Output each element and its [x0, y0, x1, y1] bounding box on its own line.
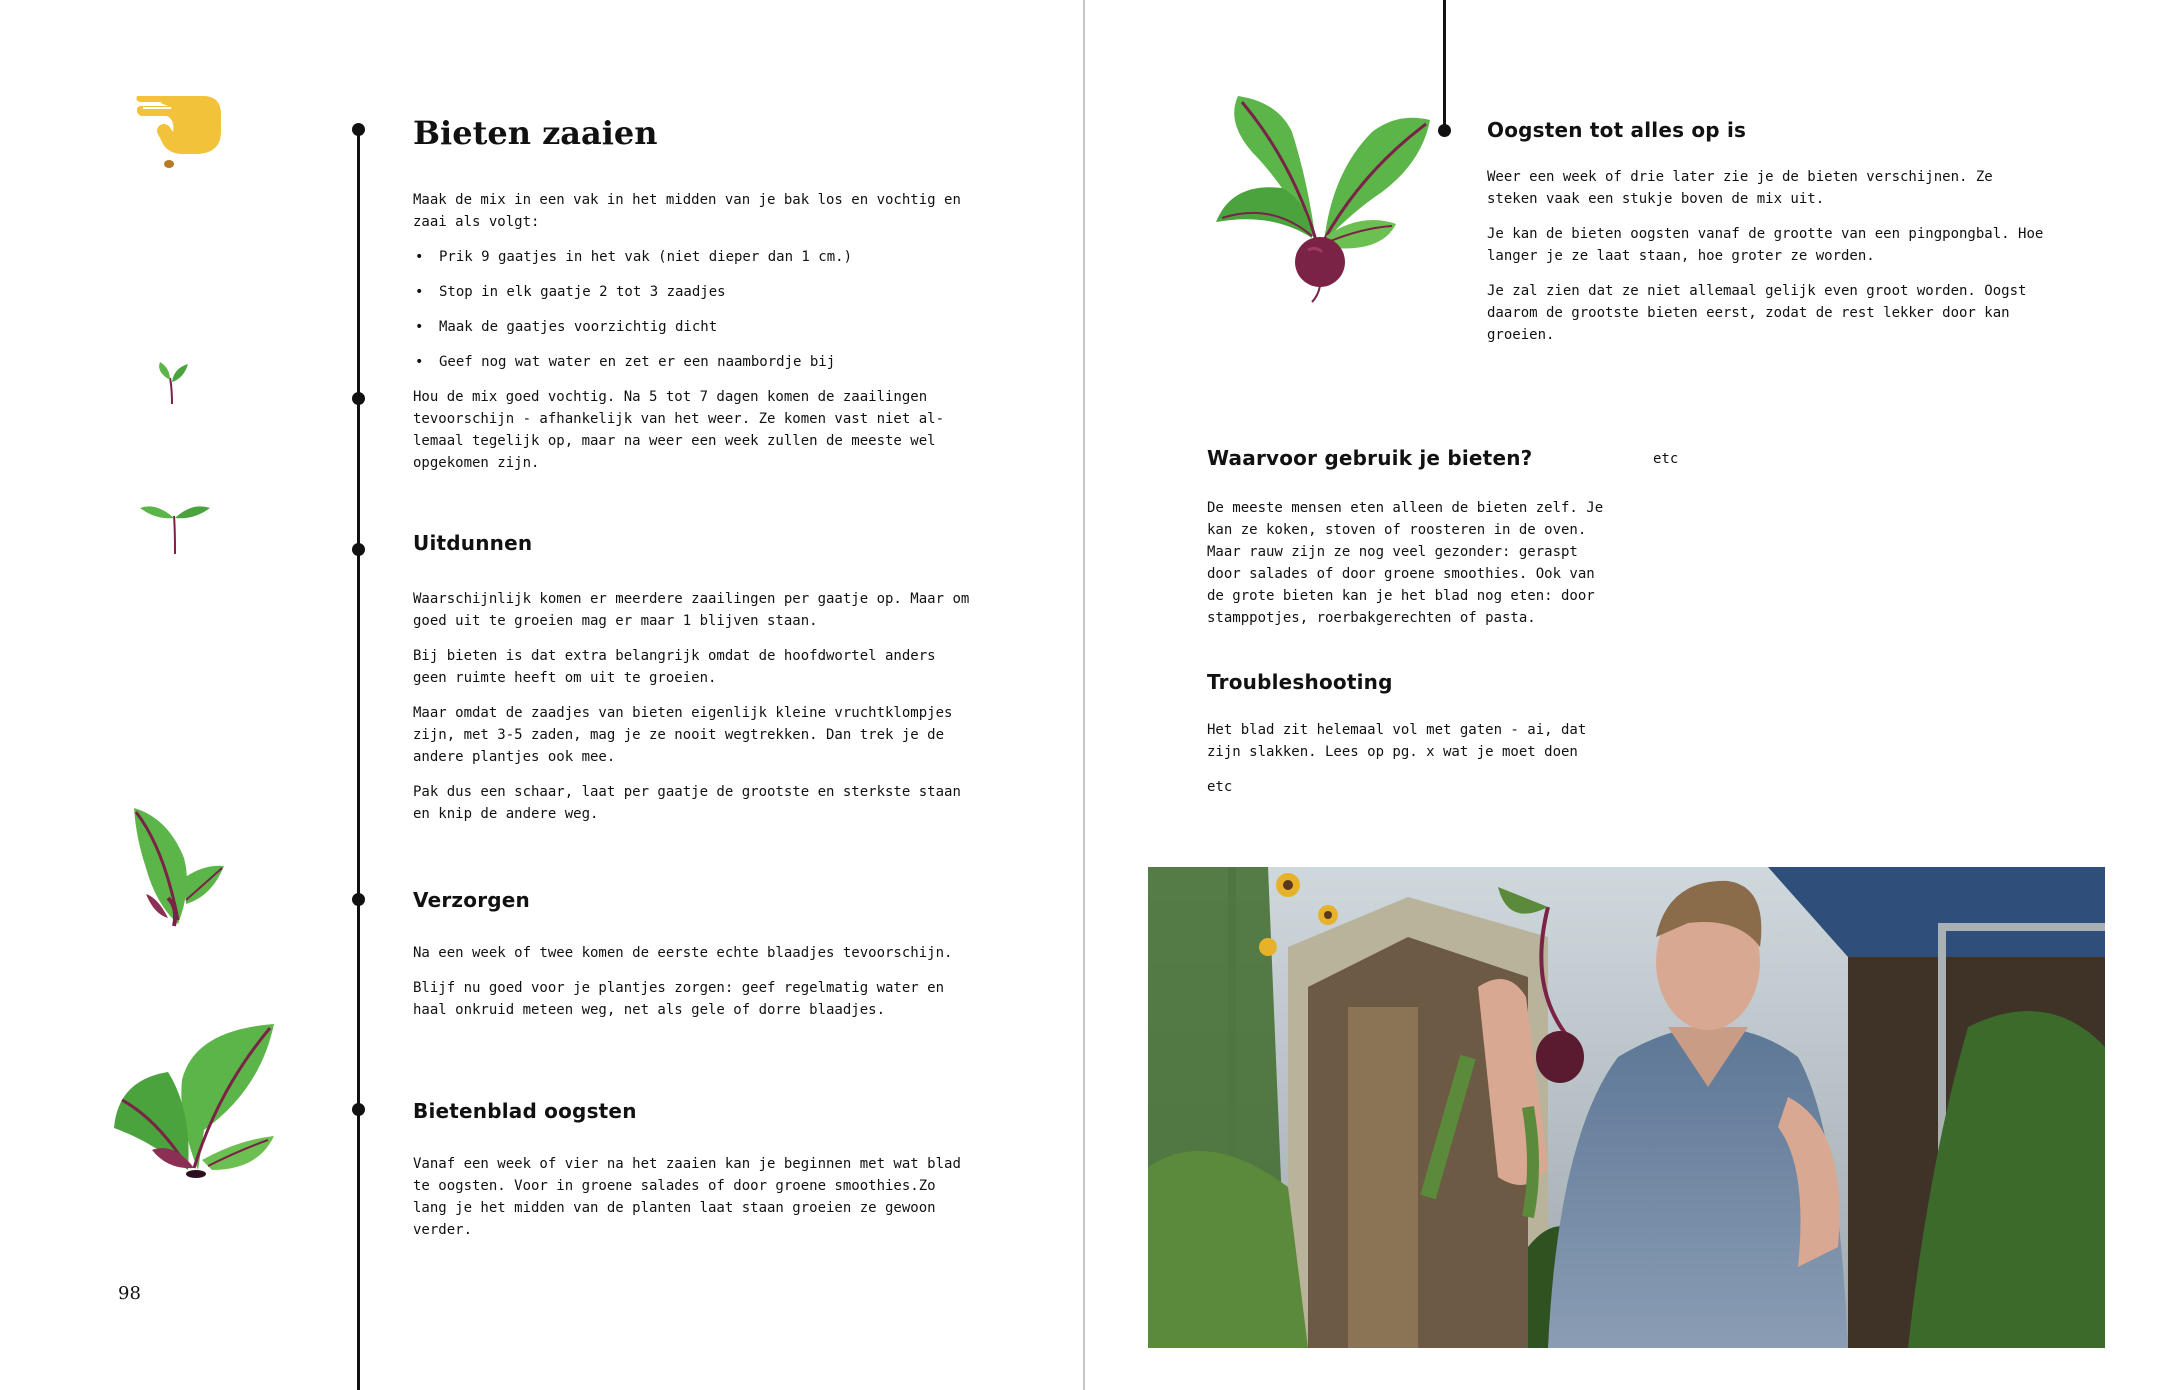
section-body-oogsten: [1487, 166, 2047, 359]
young-beet-plant-icon: [128, 808, 228, 932]
paragraph: Na een week of twee komen de eerste echte blaadjes tevoorschijn.: [413, 945, 953, 961]
paragraph: Waarschijnlijk komen er meerdere zaailingen per gaatje op. Maar om goed uit te groeien mag er maar 1 blijven staan.: [413, 591, 970, 629]
timeline-dot: [1438, 124, 1451, 137]
section-heading-troubleshooting: Troubleshooting: [1207, 670, 1393, 694]
paragraph: Weer een week of drie later zie je de bieten verschijnen. Ze steken vaak een stukje boven de mix uit.: [1487, 169, 1993, 207]
timeline-line: [357, 124, 360, 1390]
paragraph: De meeste mensen eten alleen de bieten zelf. Je kan ze koken, stoven of roosteren in de oven. Maar rauw zijn ze nog veel gezonder: geraspt door salades of door groene smoothies. Ook van de grote bieten kan je het blad nog eten: door stamppotjes, roerbakgerechten of pasta.: [1207, 500, 1604, 626]
paragraph: Je kan de bieten oogsten vanaf de grootte van een pingpongbal. Hoe langer je ze laat staan, hoe groter ze worden.: [1487, 226, 2044, 264]
section-heading-gebruik: Waarvoor gebruik je bieten?: [1207, 446, 1533, 470]
page-number: 98: [118, 1283, 141, 1304]
beet-leaves-icon: [108, 1020, 278, 1180]
paragraph: Je zal zien dat ze niet allemaal gelijk even groot worden. Oogst daarom de grootste bieten eerst, zodat de rest lekker door kan groeien.: [1487, 283, 2027, 343]
photo-illustration: [1148, 867, 2105, 1348]
side-note: etc: [1653, 451, 1679, 467]
timeline-dot: [352, 392, 365, 405]
intro-block: [413, 189, 973, 487]
section-body-verzorgen: [413, 942, 973, 1034]
timeline-line-right: [1443, 0, 1446, 130]
page-title: Bieten zaaien: [413, 114, 658, 152]
timeline-dot: [352, 543, 365, 556]
intro-paragraph: Maak de mix in een vak in het midden van je bak los en vochtig en zaai als volgt:: [413, 192, 961, 230]
list-item: • Maak de gaatjes voorzichtig dicht: [413, 316, 973, 338]
section-heading-verzorgen: Verzorgen: [413, 888, 530, 912]
seedling-two-leaf-icon: [138, 498, 212, 556]
section-heading-oogsten: Oogsten tot alles op is: [1487, 118, 1747, 142]
section-body-gebruik: [1207, 497, 1617, 642]
list-item: • Prik 9 gaatjes in het vak (niet dieper dan 1 cm.): [413, 246, 973, 268]
section-body-bietenblad-oogsten: [413, 1153, 973, 1254]
section-heading-bietenblad-oogsten: Bietenblad oogsten: [413, 1099, 637, 1123]
timeline-dot: [352, 123, 365, 136]
garden-photo: [1148, 867, 2105, 1348]
paragraph: Het blad zit helemaal vol met gaten - ai, dat zijn slakken. Lees op pg. x wat je moet doen: [1207, 722, 1587, 760]
paragraph: etc: [1207, 779, 1233, 795]
hand-seed-icon: [133, 92, 225, 172]
seedling-sprout-icon: [150, 358, 198, 408]
timeline-dot: [352, 1103, 365, 1116]
section-body-uitdunnen: [413, 588, 973, 838]
paragraph: Pak dus een schaar, laat per gaatje de grootste en sterkste staan en knip de andere weg.: [413, 784, 961, 822]
sowing-steps-list: [413, 246, 973, 373]
whole-beet-icon: [1212, 92, 1432, 304]
paragraph: Maar omdat de zaadjes van bieten eigenlijk kleine vruchtklompjes zijn, met 3-5 zaden, mag je ze nooit wegtrekken. Dan trek je de andere plantjes ook mee.: [413, 705, 953, 765]
paragraph: Vanaf een week of vier na het zaaien kan je beginnen met wat blad te oogsten. Voor in groene salades of door groene smoothies.Zo lang je het midden van de planten laat staan groeien ze gewoon verder.: [413, 1156, 961, 1238]
timeline-dot: [352, 893, 365, 906]
list-item: • Geef nog wat water en zet er een naambordje bij: [413, 351, 973, 373]
list-item: • Stop in elk gaatje 2 tot 3 zaadjes: [413, 281, 973, 303]
section-heading-uitdunnen: Uitdunnen: [413, 531, 533, 555]
paragraph: Bij bieten is dat extra belangrijk omdat de hoofdwortel anders geen ruimte heeft om uit te groeien.: [413, 648, 936, 686]
section-body-troubleshooting: [1207, 719, 1617, 811]
after-steps-paragraph: Hou de mix goed vochtig. Na 5 tot 7 dagen komen de zaailingen tevoorschijn - afhankelijk van het weer. Ze komen vast niet allemaal tegelijk op, maar na weer een week zullen de meeste wel opgekomen zijn.: [413, 389, 945, 471]
paragraph: Blijf nu goed voor je plantjes zorgen: geef regelmatig water en haal onkruid meteen weg, net als gele of dorre blaadjes.: [413, 980, 945, 1018]
